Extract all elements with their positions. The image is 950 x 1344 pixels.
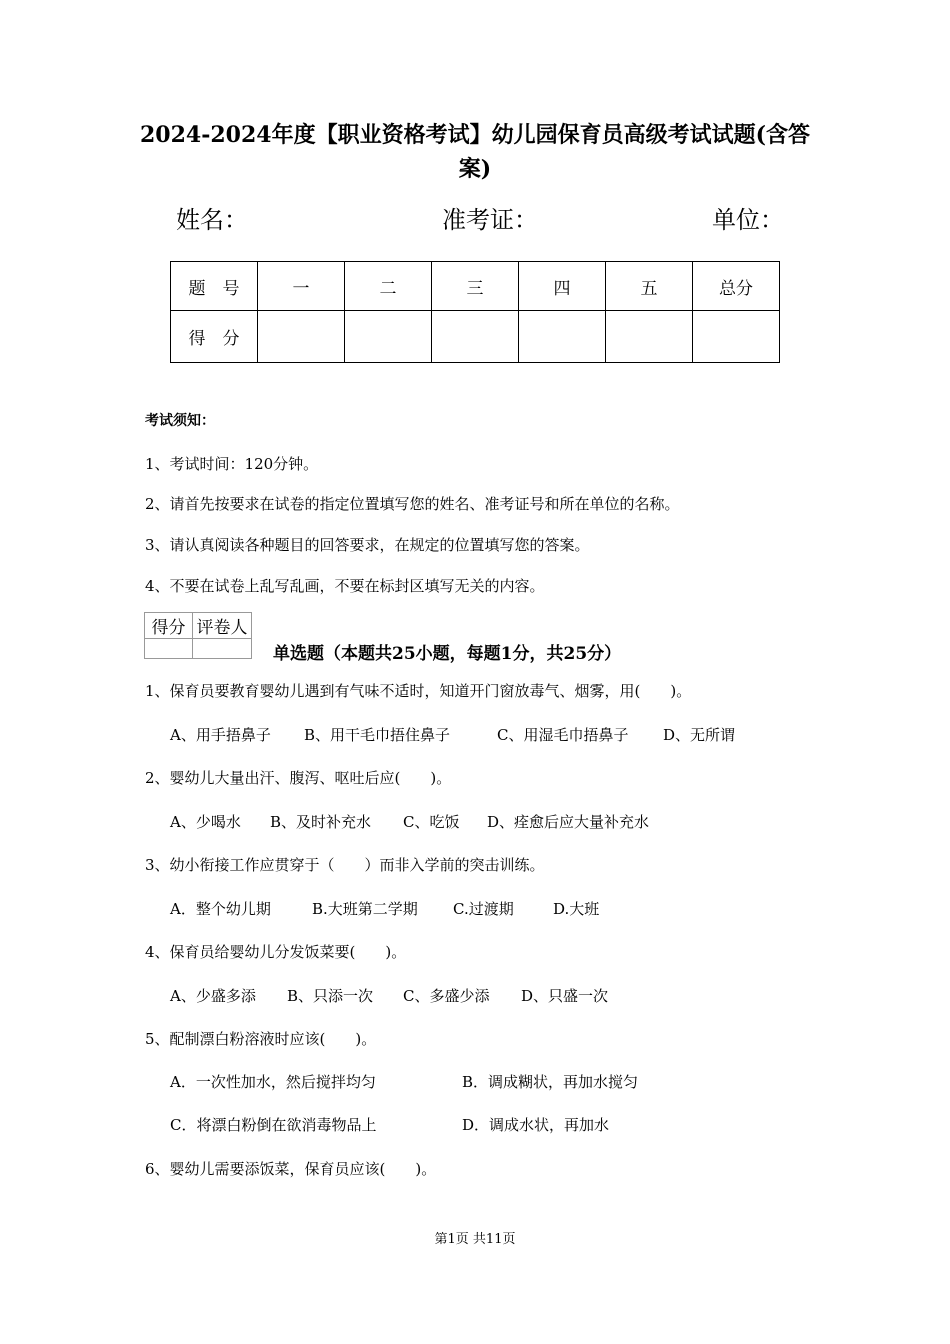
question-3-option-c: C.过渡期 — [453, 900, 514, 918]
unit-label: 单位： — [712, 206, 784, 234]
score-cell-total[interactable] — [693, 311, 780, 363]
question-4-option-c: C、多盛少添 — [403, 987, 490, 1005]
score-header-5: 五 — [606, 262, 693, 311]
grader-table-body — [145, 639, 252, 659]
question-3-option-b: B.大班第二学期 — [312, 900, 418, 918]
score-header-question-number: 题 号 — [171, 262, 258, 311]
question-1-stem: 1、保育员要教育婴幼儿遇到有气味不适时，知道开门窗放毒气、烟雾，用( )。 — [145, 682, 692, 700]
score-row-label: 得 分 — [171, 311, 258, 363]
question-3-option-d: D.大班 — [553, 900, 600, 918]
grader-reviewer-header: 评卷人 — [193, 613, 252, 639]
score-header-3: 三 — [432, 262, 519, 311]
grader-score-cell[interactable] — [145, 639, 193, 659]
question-4-option-b: B、只添一次 — [287, 987, 374, 1005]
score-header-4: 四 — [519, 262, 606, 311]
score-cell-4[interactable] — [519, 311, 606, 363]
score-header-1: 一 — [258, 262, 345, 311]
question-2-option-b: B、及时补充水 — [270, 813, 372, 831]
grader-table — [144, 612, 252, 659]
notice-item-3: 3、请认真阅读各种题目的回答要求，在规定的位置填写您的答案。 — [145, 536, 590, 554]
notice-item-2: 2、请首先按要求在试卷的指定位置填写您的姓名、准考证号和所在单位的名称。 — [145, 495, 680, 513]
question-2-option-a: A、少喝水 — [170, 813, 241, 831]
question-2-stem: 2、婴幼儿大量出汗、腹泻、呕吐后应( )。 — [145, 769, 452, 787]
question-5-option-c: C．将漂白粉倒在欲消毒物品上 — [170, 1116, 377, 1134]
grader-reviewer-cell[interactable] — [193, 639, 252, 659]
question-4-option-d: D、只盛一次 — [521, 987, 609, 1005]
grader-score-header: 得分 — [145, 613, 193, 639]
score-cell-5[interactable] — [606, 311, 693, 363]
document-title — [120, 118, 830, 186]
question-1-option-b: B、用干毛巾捂住鼻子 — [304, 726, 451, 744]
question-1-option-a: A、用手捂鼻子 — [170, 726, 271, 744]
question-5-option-d: D．调成水状，再加水 — [462, 1116, 610, 1134]
score-table-score-row — [171, 311, 780, 363]
question-5-stem: 5、配制漂白粉溶液时应该( )。 — [145, 1030, 377, 1048]
score-table-header-row — [171, 262, 780, 311]
question-2-option-c: C、吃饭 — [403, 813, 460, 831]
score-cell-1[interactable] — [258, 311, 345, 363]
score-header-2: 二 — [345, 262, 432, 311]
question-3-stem: 3、幼小衔接工作应贯穿于（ ）而非入学前的突击训练。 — [145, 856, 545, 874]
question-6-stem: 6、婴幼儿需要添饭菜，保育员应该( )。 — [145, 1160, 437, 1178]
question-1-option-c: C、用湿毛巾捂鼻子 — [497, 726, 629, 744]
notice-item-4: 4、不要在试卷上乱写乱画，不要在标封区填写无关的内容。 — [145, 577, 545, 595]
notice-title: 考试须知： — [145, 413, 215, 429]
question-5-option-b: B．调成糊状，再加水搅匀 — [462, 1073, 639, 1091]
question-2-option-d: D、痊愈后应大量补充水 — [487, 813, 650, 831]
title-line-2: 案) — [458, 156, 492, 182]
notice-item-1: 1、考试时间：120分钟。 — [145, 455, 319, 473]
title-line-1: 2024-2024年度【职业资格考试】幼儿园保育员高级考试试题(含答 — [139, 122, 810, 148]
question-1-option-d: D、无所谓 — [663, 726, 736, 744]
grader-table-header — [145, 613, 252, 639]
score-cell-2[interactable] — [345, 311, 432, 363]
section-title: 单选题（本题共25小题，每题1分，共25分） — [273, 644, 622, 664]
score-header-total: 总分 — [693, 262, 780, 311]
exam-number-label: 准考证： — [442, 206, 538, 234]
score-cell-3[interactable] — [432, 311, 519, 363]
page-footer: 第1页 共11页 — [434, 1232, 516, 1247]
question-5-option-a: A．一次性加水，然后搅拌均匀 — [170, 1073, 376, 1091]
question-3-option-a: A．整个幼儿期 — [170, 900, 271, 918]
question-4-stem: 4、保育员给婴幼儿分发饭菜要( )。 — [145, 943, 407, 961]
score-table — [170, 261, 780, 363]
question-4-option-a: A、少盛多添 — [170, 987, 256, 1005]
name-label: 姓名： — [176, 206, 248, 234]
